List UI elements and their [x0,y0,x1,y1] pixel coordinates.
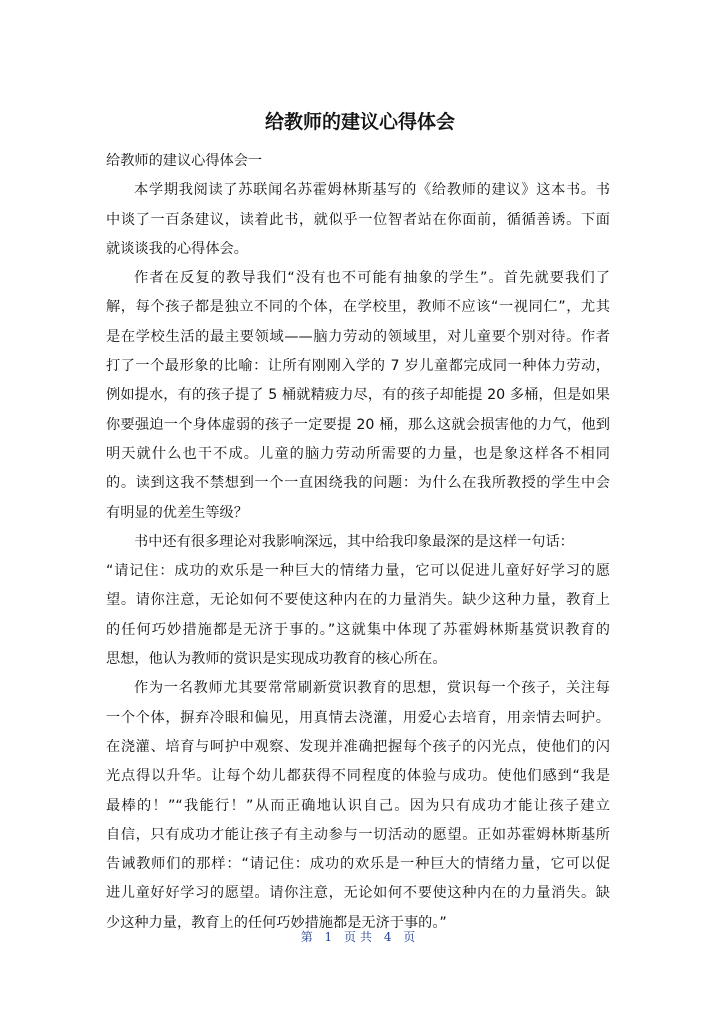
paragraph-line: 例如提水，有的孩子提了 5 桶就精疲力尽，有的孩子却能提 20 多桶，但是如果 [106,387,610,404]
paragraph-line: 你要强迫一个身体虚弱的孩子一定要提 20 桶，那么这就会损害他的力气，他到 [106,416,610,433]
paragraph-line: 自信，只有成功才能让孩子有主动参与一切活动的愿望。正如苏霍姆林斯基所 [106,826,610,843]
paragraph-line: 的任何巧妙措施都是无济于事的。”这就集中体现了苏霍姆林斯基赏识教育的 [106,621,610,638]
section-heading: 给教师的建议心得体会一 [106,153,263,169]
paragraph-line: 作为一名教师尤其要常常刷新赏识教育的思想，赏识每一个孩子，关注每 [134,680,610,697]
paragraph-line: 光点得以升华。让每个幼儿都获得不同程度的体验与成功。使他们感到“我是 [106,768,610,785]
paragraph-line: 打了一个最形象的比喻：让所有刚刚入学的 7 岁儿童都完成同一种体力劳动， [106,358,610,375]
paragraph-line: 望。请你注意，无论如何不要使这种内在的力量消失。缺少这种力量，教育上 [106,592,610,609]
paragraph-line: 少这种力量，教育上的任何巧妙措施都是无济于事的。” [106,914,447,931]
paragraph-line: 是在学校生活的最主要领域——脑力劳动的领域里，对儿童要个别对待。作者 [106,328,610,345]
paragraph-line: 本学期我阅读了苏联闻名苏霍姆林斯基写的《给教师的建议》这本书。书 [134,182,610,199]
paragraph-line: 明天就什么也干不成。儿童的脑力劳动所需要的力量，也是象这样各不相同 [106,445,610,462]
paragraph-line: 中谈了一百条建议，读着此书，就似乎一位智者站在你面前，循循善诱。下面 [106,211,610,228]
paragraph-line: 书中还有很多理论对我影响深远，其中给我印象最深的是这样一句话： [134,533,574,550]
document-title: 给教师的建议心得体会 [264,111,455,133]
paragraph-line: “请记住：成功的欢乐是一种巨大的情绪力量，它可以促进儿童好好学习的愿 [106,563,610,580]
paragraph-line: 进儿童好好学习的愿望。请你注意，无论如何不要使这种内在的力量消失。缺 [106,885,610,902]
document-body [106,147,610,938]
paragraph-line: 的。读到这我不禁想到一个一直困绕我的问题：为什么在我所教授的学生中会 [106,475,610,492]
paragraph-line: 告诫教师们的那样：“请记住：成功的欢乐是一种巨大的情绪力量，它可以促 [106,856,610,873]
paragraph-line: 最棒的！”“我能行！”从而正确地认识自己。因为只有成功才能让孩子建立 [106,797,610,814]
paragraph-line: 就谈谈我的心得体会。 [106,240,248,257]
paragraph-line: 作者在反复的教导我们“没有也不可能有抽象的学生”。首先就要我们了 [134,270,610,287]
paragraph-line: 思想，他认为教师的赏识是实现成功教育的核心所在。 [106,651,447,668]
paragraph-line: 有明显的优差生等级？ [106,504,248,521]
paragraph-line: 解，每个孩子都是独立不同的个体，在学校里，教师不应该“一视同仁”，尤其 [106,299,610,316]
page-number-footer: 第 1 页共 4 页 [300,930,420,944]
paragraph-line: 一个个体，摒弃冷眼和偏见，用真情去浇灌，用爱心去培育，用亲情去呵护。 [106,709,610,726]
paragraph-line: 在浇灌、培育与呵护中观察、发现并准确把握每个孩子的闪光点，使他们的闪 [106,738,610,755]
